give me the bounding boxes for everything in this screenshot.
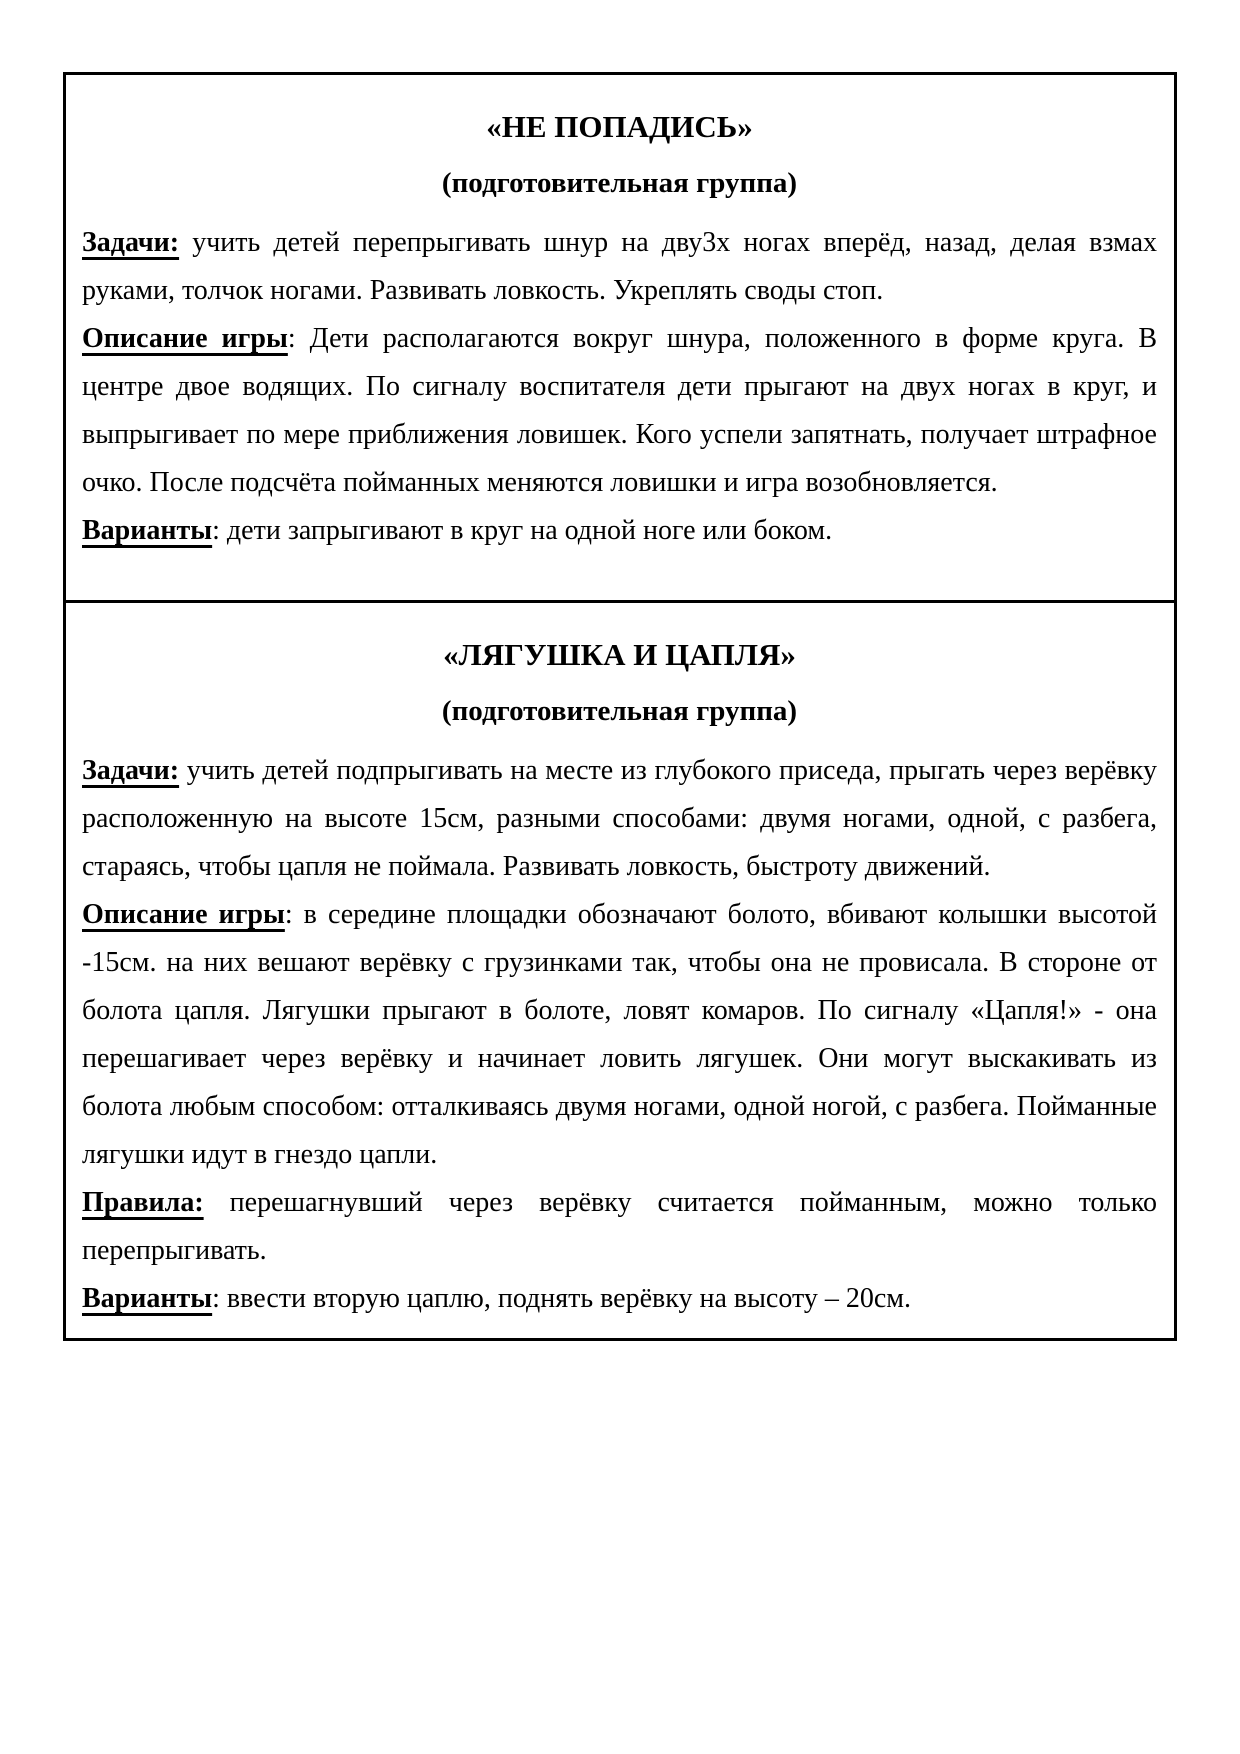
tasks-paragraph — [82, 219, 1157, 315]
group-subtitle: (подготовительная группа) — [441, 167, 798, 199]
tasks-label: Задачи: — [82, 227, 180, 258]
variants-paragraph — [82, 507, 1157, 555]
tasks-paragraph — [82, 747, 1157, 891]
rules-label: Правила: — [82, 1187, 204, 1218]
description-paragraph — [82, 891, 1157, 1179]
tasks-text: учить детей перепрыгивать шнур на дву3х ногах вперёд, назад, делая взмах руками, толчок ногами. Развивать ловкость. Укреплять своды стоп. — [82, 227, 1157, 306]
variants-text: дети запрыгивают в круг на одной ноге или боком. — [219, 515, 833, 546]
game-card-lyagushka-i-tsaplya — [63, 600, 1177, 1341]
variants-label-colon: : — [212, 1283, 220, 1314]
description-text: в середине площадки обозначают болото, вбивают колышки высотой -15см. на них вешают верёвку с грузинками так, чтобы она не провисала. В стороне от болота цапля. Лягушки прыгают в болоте, ловят комаров. По сигналу «Цапля!» - она перешагивает через верёвку и начинает ловить лягушек. Они могут выскакивать из болота любым способом: отталкиваясь двумя ногами, одной ногой, с разбега. Пойманные лягушки идут в гнездо цапли. — [82, 899, 1157, 1170]
variants-label: Варианты — [82, 1283, 213, 1314]
description-label: Описание игры — [82, 323, 288, 354]
game-title: «НЕ ПОПАДИСЬ» — [486, 109, 753, 144]
description-label: Описание игры — [82, 899, 285, 930]
description-label-colon: : — [284, 899, 293, 930]
description-paragraph — [82, 315, 1157, 507]
game-card-ne-popadis — [63, 72, 1177, 603]
variants-label-colon: : — [212, 515, 220, 546]
tasks-text: учить детей подпрыгивать на месте из глубокого приседа, прыгать через верёвку расположенную на высоте 15см, разными способами: двумя ногами, одной, с разбега, стараясь, чтобы цапля не поймала. Развивать ловкость, быстроту движений. — [82, 755, 1157, 882]
variants-text: ввести вторую цаплю, поднять верёвку на высоту – 20см. — [219, 1283, 911, 1314]
rules-paragraph — [82, 1179, 1157, 1275]
description-label-colon: : — [287, 323, 296, 354]
group-subtitle: (подготовительная группа) — [441, 695, 798, 727]
tasks-label: Задачи: — [82, 755, 180, 786]
game-title: «ЛЯГУШКА И ЦАПЛЯ» — [443, 637, 796, 672]
rules-text: перешагнувший через верёвку считается пойманным, можно только перепрыгивать. — [82, 1187, 1157, 1266]
description-text: Дети располагаются вокруг шнура, положенного в форме круга. В центре двое водящих. По сигналу воспитателя дети прыгают на двух ногах в круг, и выпрыгивает по мере приближения ловишек. Кого успели запятнать, получает штрафное очко. После подсчёта пойманных меняются ловишки и игра возобновляется. — [82, 323, 1157, 498]
variants-label: Варианты — [82, 515, 213, 546]
variants-paragraph — [82, 1275, 1157, 1323]
